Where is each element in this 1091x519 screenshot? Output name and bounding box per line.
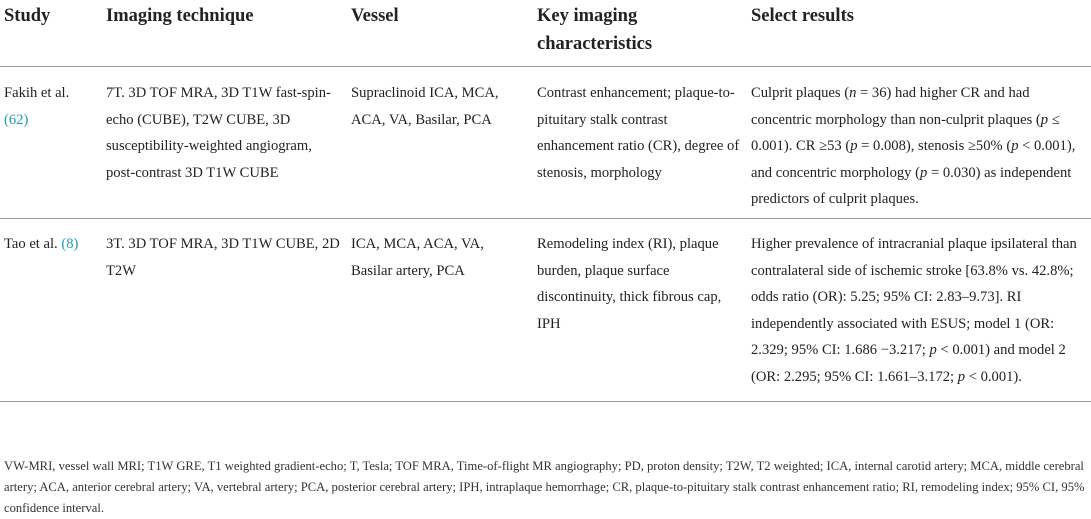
results-text: = 0.008), stenosis ≥50% (: [857, 138, 1012, 155]
reference-link[interactable]: (62): [4, 111, 29, 128]
results-text: ≤ 0.001). CR ≥53 (: [751, 111, 1060, 155]
vessel-cell: Supraclinoid ICA, MCA, ACA, VA, Basilar, PCA: [351, 85, 499, 128]
results-italic: p: [1011, 138, 1019, 155]
technique-cell: 3T. 3D TOF MRA, 3D T1W CUBE, 2D T2W: [106, 235, 340, 279]
results-italic: p: [929, 342, 937, 359]
reference-link[interactable]: (8): [61, 235, 79, 252]
results-text: = 36) had higher CR and had concentric morphology than non-culprit plaques (: [751, 85, 1041, 128]
header-key-characteristics: Key imaging characteristics: [537, 6, 653, 54]
study-name: Tao et al.: [4, 235, 58, 252]
table-footnote: VW-MRI, vessel wall MRI; T1W GRE, T1 weighted gradient-echo; T, Tesla; TOF MRA, Time-of-flight MR angiography; PD, proton density; T2W, T2 weighted; ICA, internal carotid artery; MCA, middle cerebral artery; ACA, anterior cerebral artery; VA, vertebral artery; PCA, posterior cerebral artery; IPH, intraplaque hemorrhage; CR, plaque-to-pituitary stalk contrast enhancement ratio; RI, remodeling index; 95% CI, 95% confidence interval.: [4, 459, 1085, 515]
table-header: [0, 0, 1091, 67]
header-imaging-technique: Imaging technique: [106, 6, 254, 26]
results-text: < 0.001), and concentric morphology (: [751, 138, 1076, 181]
results-cell: [751, 67, 1091, 219]
results-italic: p: [1040, 111, 1049, 128]
header-vessel: Vessel: [351, 6, 399, 26]
header-row: [0, 0, 1091, 67]
results-italic: p: [957, 368, 966, 385]
study-cell: [0, 67, 106, 219]
results-italic: p: [850, 138, 858, 155]
vessel-cell: ICA, MCA, ACA, VA, Basilar artery, PCA: [351, 235, 484, 279]
header-select-results: Select results: [751, 6, 854, 26]
characteristics-cell: Remodeling index (RI), plaque burden, plaque surface discontinuity, thick fibrous cap, IPH: [537, 235, 722, 332]
table-body: [0, 67, 1091, 402]
results-cell: [751, 218, 1091, 401]
study-cell: [0, 218, 106, 401]
results-text: Culprit plaques (: [751, 85, 850, 101]
technique-cell: 7T. 3D TOF MRA, 3D T1W fast-spin-echo (CUBE), T2W CUBE, 3D susceptibility-weighted angiogram, post-contrast 3D T1W CUBE: [106, 85, 331, 181]
results-italic: p: [920, 164, 928, 181]
table-row: [0, 218, 1091, 401]
study-name: Fakih et al.: [4, 85, 70, 101]
results-italic: n: [849, 85, 857, 101]
table-row: [0, 67, 1091, 219]
results-text: Higher prevalence of intracranial plaque ipsilateral than contralateral side of ischemic stroke [63.8% vs. 42.8%; odds ratio (OR): 5.25; 95% CI: 2.83–9.73]. RI independently associated with ESUS; model 1 (OR: 2.329; 95% CI: 1.686 −3.217;: [751, 235, 1077, 359]
results-text: < 0.001) and model 2 (OR: 2.295; 95% CI: 1.661–3.172;: [751, 342, 1066, 385]
header-study: Study: [4, 6, 51, 26]
results-text: < 0.001).: [965, 368, 1022, 385]
characteristics-cell: Contrast enhancement; plaque-to-pituitary stalk contrast enhancement ratio (CR), degree of stenosis, morphology: [537, 85, 740, 181]
results-text: = 0.030) as independent predictors of culprit plaques.: [751, 164, 1072, 208]
